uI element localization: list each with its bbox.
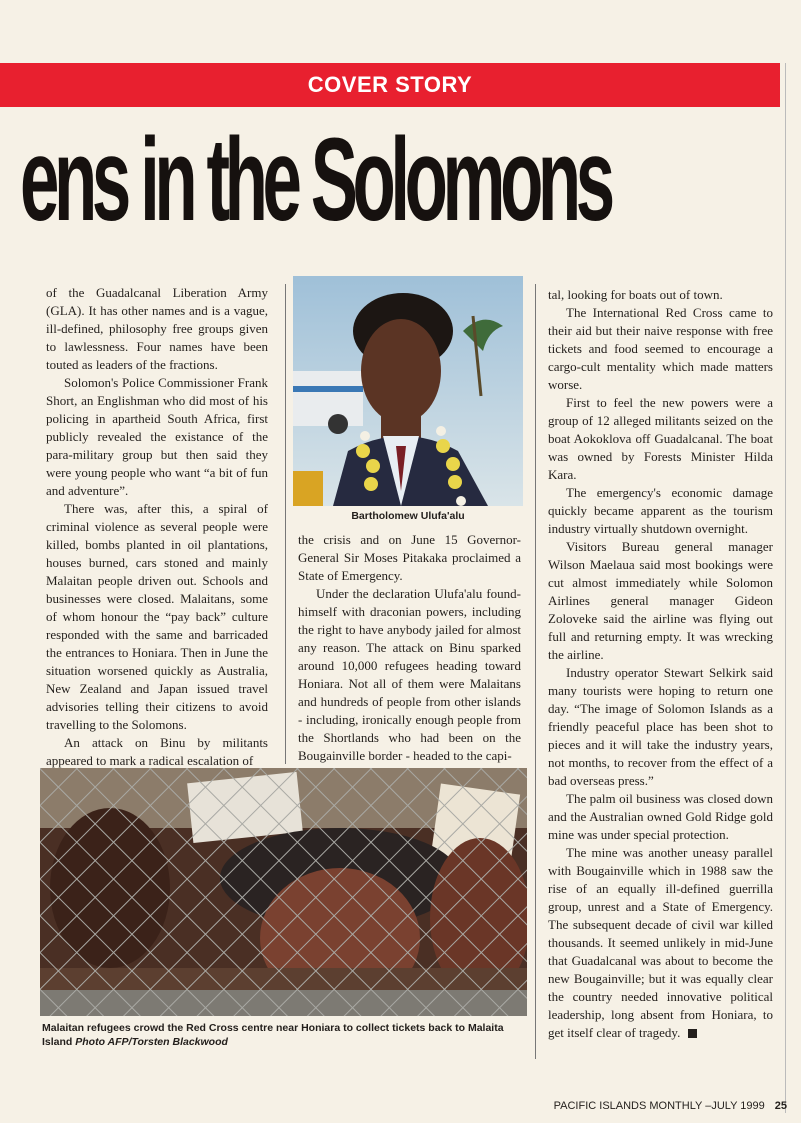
column-rule — [285, 284, 286, 764]
headline: ens in the Solomons — [20, 114, 610, 246]
section-label: COVER STORY — [307, 72, 473, 97]
article-column-2 — [298, 531, 521, 765]
paragraph: Under the declaration Ulufa'alu found-himself with draconian powers, including the right to have anybody jailed for almost any reason. The attack on Binu sparked around 10,000 refugees heading toward Honiara. Not all of them were Malaitans and hundreds of people from other islands - including, ironically enough people from the Shortlands who had been on the Bougainville border - headed to the capi- — [298, 586, 521, 763]
paragraph: tal, looking for boats out of town. — [548, 287, 723, 302]
portrait-photo — [293, 276, 523, 506]
paragraph: The International Red Cross came to their aid but their naive response with free tickets and food seemed to encourage a cargo-cult mentality which made matters worse. — [548, 305, 773, 392]
photo-caption — [42, 1021, 532, 1049]
caption-text: Malaitan refugees crowd the Red Cross centre near Honiara to collect tickets back to Malaita Island — [42, 1022, 504, 1048]
paragraph: Solomon's Police Commissioner Frank Short, an Englishman who did most of his policing in apartheid South Africa, first publicly revealed the existance of the para-military group but then said they were young people who want “a bit of fun and adventure”. — [46, 375, 268, 498]
paragraph: of the Guadalcanal Liberation Army (GLA). It has other names and is a vague, ill-defined, philosophy free groups given to lawlessness. Four names have been touted as leaders of the fractions. — [46, 285, 268, 372]
paragraph: First to feel the new powers were a group of 12 alleged militants seized on the boat Aokoklova off Guadalcanal. The boat was owned by Forests Minister Hilda Kara. — [548, 395, 773, 482]
paragraph: the crisis and on June 15 Governor-General Sir Moses Pitakaka proclaimed a State of Emergency. — [298, 532, 521, 583]
paragraph: Visitors Bureau general manager Wilson Maelaua said most bookings were cut almost immediately while Solomon Airlines general manager Gideon Zoloveke said the airline was flying out full and returning empty. It was wrecking the airline. — [548, 539, 773, 662]
paragraph: The emergency's economic damage quickly became apparent as the tourism industry virtually shutdown overnight. — [548, 485, 773, 536]
section-banner — [0, 63, 780, 107]
paragraph: Industry operator Stewart Selkirk said many tourists were hoping to return one day. “The image of Solomon Islands as a friendly peaceful place has been shot to pieces and it will take the industry years, not months, to recover from the effect of a bad overseas press.” — [548, 665, 773, 788]
paragraph: An attack on Binu by militants appeared to mark a radical escalation of — [46, 735, 268, 768]
photo-credit: Photo AFP/Torsten Blackwood — [75, 1036, 228, 1048]
photo-caption: Bartholomew Ulufa'alu — [351, 510, 465, 522]
paragraph-text: The mine was another uneasy parallel with Bougainville which in 1988 saw the rise of an equally ill-defined guerrilla group, unrest and a State of Emergency. The subsequent decade of civil war killed thousands. It seemed unlikely in mid-June that Guadalcanal was about to become the new Bougainville; but it was equally clear the country needed innovative political leadership, long absent from Honiara, to get itself clear of tragedy. — [548, 845, 773, 1040]
article-column-1 — [46, 284, 268, 770]
page-footer — [554, 1100, 787, 1112]
page-number: 25 — [774, 1100, 787, 1112]
end-mark — [688, 1029, 697, 1038]
column-rule — [535, 284, 536, 1059]
paragraph: The palm oil business was closed down and the Australian owned Gold Ridge gold mine was under special protection. — [548, 791, 773, 842]
paragraph — [548, 844, 773, 1042]
refugees-photo — [40, 768, 527, 1016]
publication-name: PACIFIC ISLANDS MONTHLY –JULY 1999 — [553, 1100, 765, 1112]
paragraph: There was, after this, a spiral of criminal violence as several people were killed, bombs planted in oil plantations, houses burned, cars stoned and mainly Malaitan people driven out. Schools and businesses were closed. Malaitans, some of whom honour the “pay back” culture responded with the same and barricaded the entrances to Honiara. Then in June the situation worsened quickly as Australia, New Zealand and Japan issued travel advisories telling their citizens to avoid travelling to the Solomons. — [46, 501, 268, 732]
article-column-3 — [548, 286, 773, 1042]
page-edge-rule — [785, 63, 786, 1113]
